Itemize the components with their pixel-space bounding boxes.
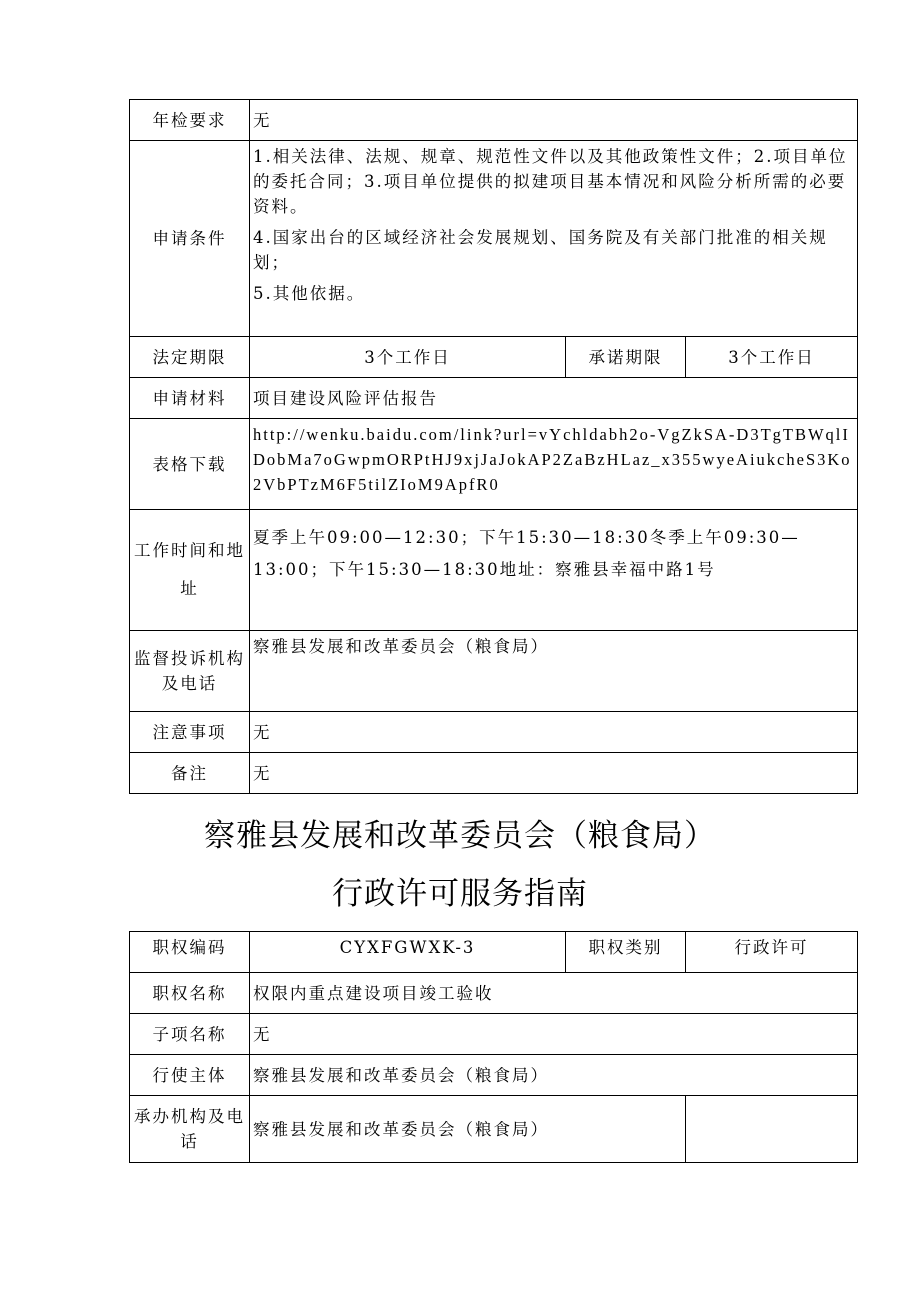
handler-phone-cell xyxy=(686,1096,858,1163)
promise-period-label: 承诺期限 xyxy=(566,337,686,378)
conditions-value xyxy=(250,141,858,337)
conditions-paragraph-2: 4.国家出台的区域经济社会发展规划、国务院及有关部门批准的相关规划； xyxy=(253,228,828,272)
subitem-label: 子项名称 xyxy=(130,1014,250,1055)
row-subitem xyxy=(130,1014,858,1055)
complaint-value: 察雅县发展和改革委员会（粮食局） xyxy=(250,631,858,712)
row-download xyxy=(130,419,858,510)
document-title: 察雅县发展和改革委员会（粮食局） xyxy=(204,818,716,854)
category-value: 行政许可 xyxy=(686,932,858,973)
subject-label: 行使主体 xyxy=(130,1055,250,1096)
row-periods xyxy=(130,337,858,378)
materials-label: 申请材料 xyxy=(130,378,250,419)
row-notes xyxy=(130,712,858,753)
conditions-paragraph-1: 1.相关法律、法规、规章、规范性文件以及其他政策性文件；2.项目单位的委托合同；3.项目单位提供的拟建项目基本情况和风险分析所需的必要资料。 xyxy=(253,147,848,216)
notes-value: 无 xyxy=(250,712,858,753)
row-subject xyxy=(130,1055,858,1096)
category-label: 职权类别 xyxy=(566,932,686,973)
download-label: 表格下载 xyxy=(130,419,250,510)
document-subtitle: 行政许可服务指南 xyxy=(332,876,588,912)
promise-period-value: 3个工作日 xyxy=(686,337,858,378)
row-hours xyxy=(130,510,858,631)
authority-info-table xyxy=(129,931,858,1163)
materials-value: 项目建设风险评估报告 xyxy=(250,378,858,419)
complaint-label: 监督投诉机构及电话 xyxy=(130,631,250,712)
service-detail-table xyxy=(129,99,858,794)
code-value: CYXFGWXK-3 xyxy=(250,932,566,973)
remarks-value: 无 xyxy=(250,753,858,794)
row-name xyxy=(130,973,858,1014)
name-label: 职权名称 xyxy=(130,973,250,1014)
subject-value: 察雅县发展和改革委员会（粮食局） xyxy=(250,1055,858,1096)
download-link[interactable]: http://wenku.baidu.com/link?url=vYchldabh2o-VgZkSA-D3TgTBWqlIDobMa7oGwpmORPtHJ9xjJaJokAP2ZaBzHLaz_x355wyeAiukcheS3Ko2VbPTzM6F5tilZIoM9ApfR0 xyxy=(250,419,858,510)
row-conditions xyxy=(130,141,858,337)
remarks-label: 备注 xyxy=(130,753,250,794)
legal-period-value: 3个工作日 xyxy=(250,337,566,378)
row-annual-check xyxy=(130,100,858,141)
hours-value: 夏季上午09:00—12:30；下午15:30—18:30冬季上午09:30—13:00；下午15:30—18:30地址：察雅县幸福中路1号 xyxy=(250,510,858,631)
row-materials xyxy=(130,378,858,419)
row-remarks xyxy=(130,753,858,794)
code-label: 职权编码 xyxy=(130,932,250,973)
name-value: 权限内重点建设项目竣工验收 xyxy=(250,973,858,1014)
subitem-value: 无 xyxy=(250,1014,858,1055)
annual-check-value: 无 xyxy=(250,100,858,141)
notes-label: 注意事项 xyxy=(130,712,250,753)
hours-label: 工作时间和地址 xyxy=(130,510,250,631)
conditions-paragraph-3: 5.其他依据。 xyxy=(253,284,366,303)
legal-period-label: 法定期限 xyxy=(130,337,250,378)
row-complaint xyxy=(130,631,858,712)
handler-label: 承办机构及电话 xyxy=(130,1096,250,1163)
row-code xyxy=(130,932,858,973)
row-handler xyxy=(130,1096,858,1163)
conditions-label: 申请条件 xyxy=(130,141,250,337)
handler-value: 察雅县发展和改革委员会（粮食局） xyxy=(250,1096,686,1163)
annual-check-label: 年检要求 xyxy=(130,100,250,141)
